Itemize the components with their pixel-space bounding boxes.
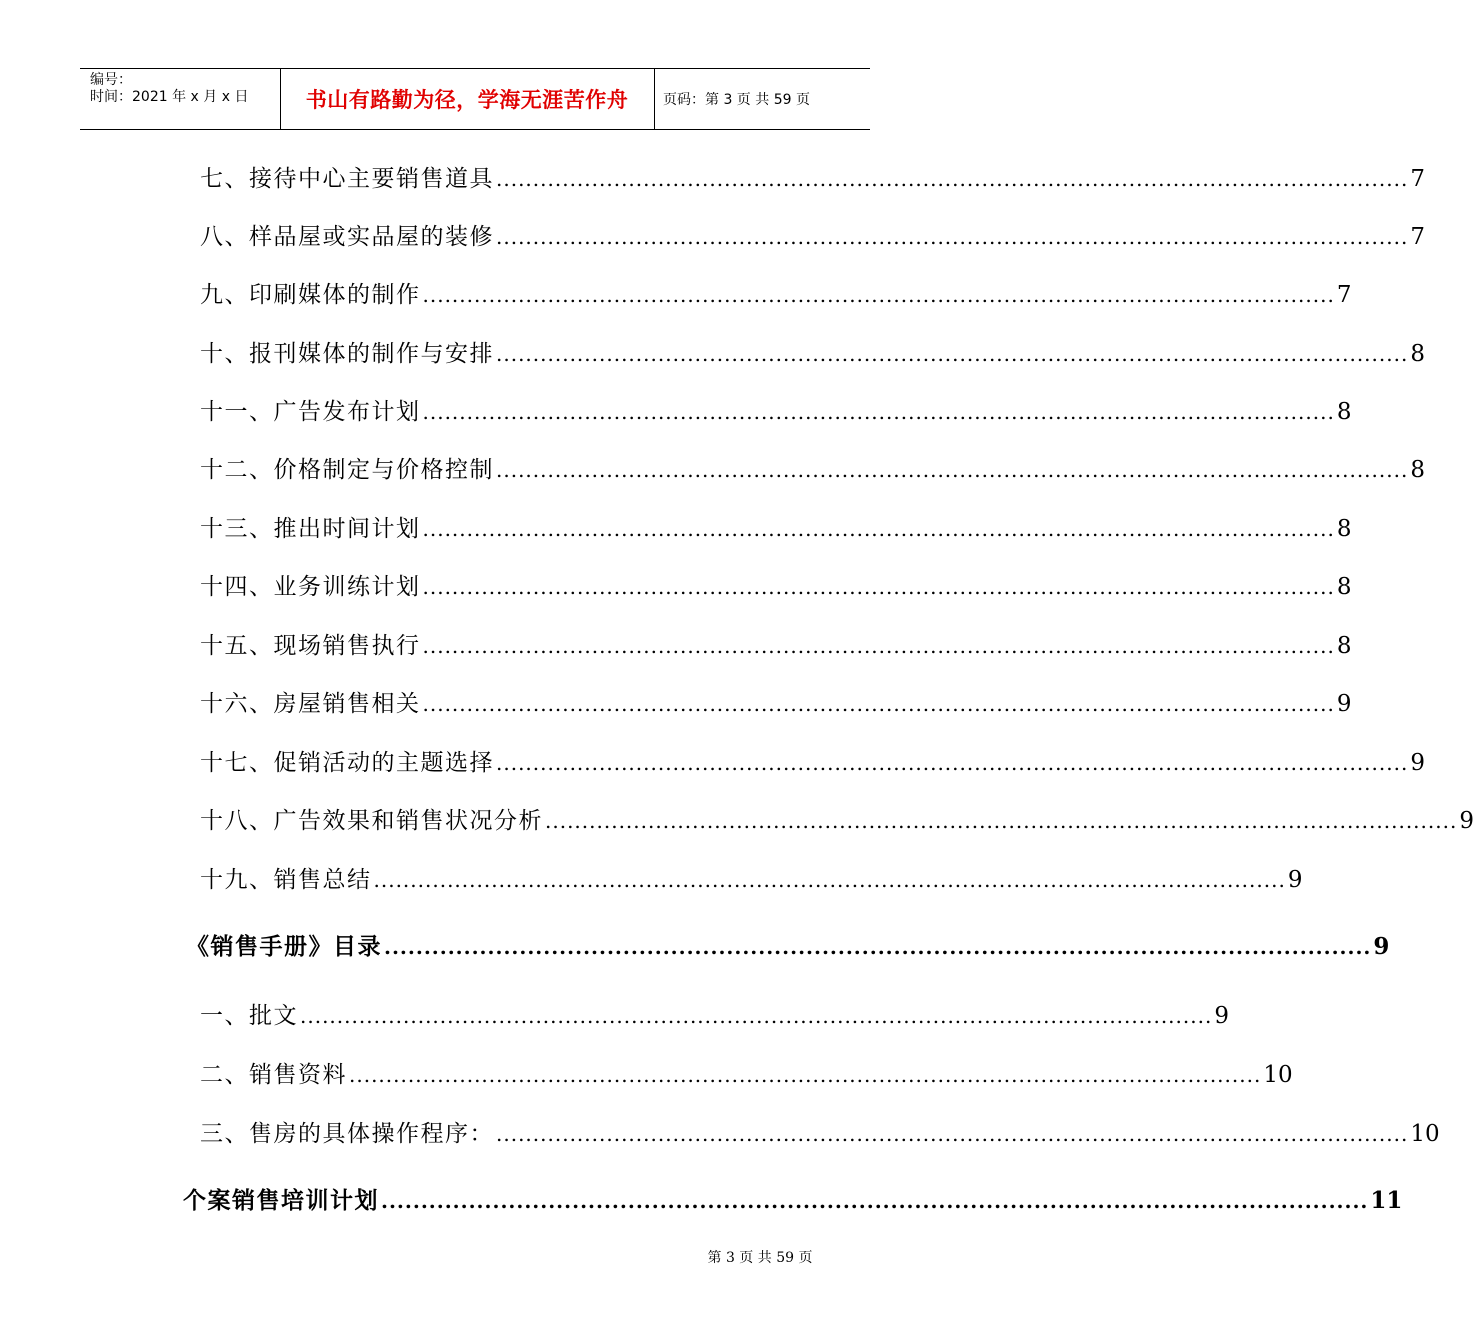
toc-entry-title: 十一、广告发布计划 [200,399,421,425]
toc-entry-page: 10 [1410,1121,1440,1147]
header-time-label: 时间：2021 年 x 月 x 日 [90,89,249,105]
toc-entry-title: 十四、业务训练计划 [200,574,421,600]
toc-leader-dots: ............................................................................................................................ [373,868,1286,892]
toc-entry-title: 十七、促销活动的主题选择 [200,750,494,776]
toc-entry-page: 10 [1263,1062,1293,1088]
toc-section-heading[interactable] [0,928,1390,962]
toc-entry-page: 9 [1214,1003,1229,1029]
toc-entry-page: 9 [1373,933,1390,960]
toc-entry-page: 8 [1336,516,1352,542]
toc-leader-dots: ............................................................................................................................ [496,167,1409,191]
toc-entry-title: 九、印刷媒体的制作 [200,282,421,308]
footer-page-number: 第 3 页 共 59 页 [707,1250,813,1266]
toc-leader-dots: ............................................................................................................................ [496,225,1409,249]
toc-leader-dots: ............................................................................................................................ [496,751,1409,775]
toc-entry-title: 十二、价格制定与价格控制 [200,457,494,483]
toc-entry-page: 9 [1410,750,1425,776]
toc-leader-dots: ............................................................................................................................ [349,1063,1262,1087]
toc-section-heading[interactable] [0,1182,1403,1216]
toc-entry[interactable] [0,393,1352,427]
toc-entry[interactable] [0,802,1474,836]
page-footer [0,1247,950,1267]
toc-entry[interactable] [0,451,1425,485]
toc-entry-title: 个案销售培训计划 [183,1187,379,1214]
toc-entry[interactable] [0,744,1425,778]
toc-entry[interactable] [0,510,1352,544]
header-page-label: 页码：第 3 页 共 59 页 [663,92,810,108]
header-number-label: 编号： [90,72,132,88]
toc-entry-page: 9 [1336,691,1352,717]
toc-entry[interactable] [0,685,1352,719]
toc-leader-dots: ............................................................................................................................ [496,342,1409,366]
toc-entry-title: 十八、广告效果和销售状况分析 [200,808,543,834]
toc-entry-title: 三、售房的具体操作程序： [200,1121,494,1147]
toc-entry-page: 8 [1336,399,1352,425]
toc-leader-dots: ............................................................................................................................ [422,575,1335,599]
toc-entry[interactable] [0,160,1425,194]
toc-entry-title: 七、接待中心主要销售道具 [200,166,494,192]
toc-entry[interactable] [0,1056,1293,1090]
toc-entry[interactable] [0,276,1352,310]
toc-entry-page: 7 [1410,166,1425,192]
header-divider [654,69,655,129]
toc-entry-title: 十三、推出时间计划 [200,516,421,542]
toc-entry[interactable] [0,568,1352,602]
toc-entry-page: 9 [1459,808,1474,834]
toc-leader-dots: ............................................................................................................................ [381,1189,1369,1213]
header-meta [80,69,280,129]
page-header [80,68,870,130]
toc-entry-page: 7 [1336,282,1352,308]
header-motto: 书山有路勤为径，学海无涯苦作舟 [305,88,629,112]
toc-leader-dots: ............................................................................................................................ [422,692,1335,716]
toc-entry[interactable] [0,997,1229,1031]
toc-entry-title: 十五、现场销售执行 [200,633,421,659]
toc-entry[interactable] [0,335,1425,369]
toc-entry-title: 十、报刊媒体的制作与安排 [200,341,494,367]
toc-leader-dots: ............................................................................................................................ [422,400,1335,424]
toc-entry-page: 8 [1410,457,1425,483]
toc-entry-title: 八、样品屋或实品屋的装修 [200,224,494,250]
toc-entry-page: 11 [1370,1187,1403,1214]
toc-leader-dots: ............................................................................................................................ [422,283,1335,307]
toc-leader-dots: ............................................................................................................................ [545,809,1458,833]
toc-leader-dots: ............................................................................................................................ [422,517,1335,541]
toc-entry[interactable] [0,218,1425,252]
toc-entry[interactable] [0,861,1303,895]
toc-leader-dots: ............................................................................................................................ [496,458,1409,482]
toc-entry-title: 十六、房屋销售相关 [200,691,421,717]
toc-entry-page: 7 [1410,224,1425,250]
toc-entry-title: 一、批文 [200,1003,298,1029]
toc-leader-dots: ............................................................................................................................ [422,634,1335,658]
toc-leader-dots: ............................................................................................................................ [384,935,1372,959]
toc-entry-page: 8 [1336,574,1352,600]
toc-entry-page: 8 [1410,341,1425,367]
toc-leader-dots: ............................................................................................................................ [496,1122,1409,1146]
toc-entry[interactable] [0,1115,1440,1149]
toc-entry[interactable] [0,627,1352,661]
toc-entry-title: 《销售手册》目录 [186,933,382,960]
toc-leader-dots: ............................................................................................................................ [300,1004,1213,1028]
toc-entry-title: 二、销售资料 [200,1062,347,1088]
toc-entry-page: 8 [1336,633,1352,659]
toc-entry-page: 9 [1287,867,1303,893]
toc-entry-title: 十九、销售总结 [200,867,372,893]
